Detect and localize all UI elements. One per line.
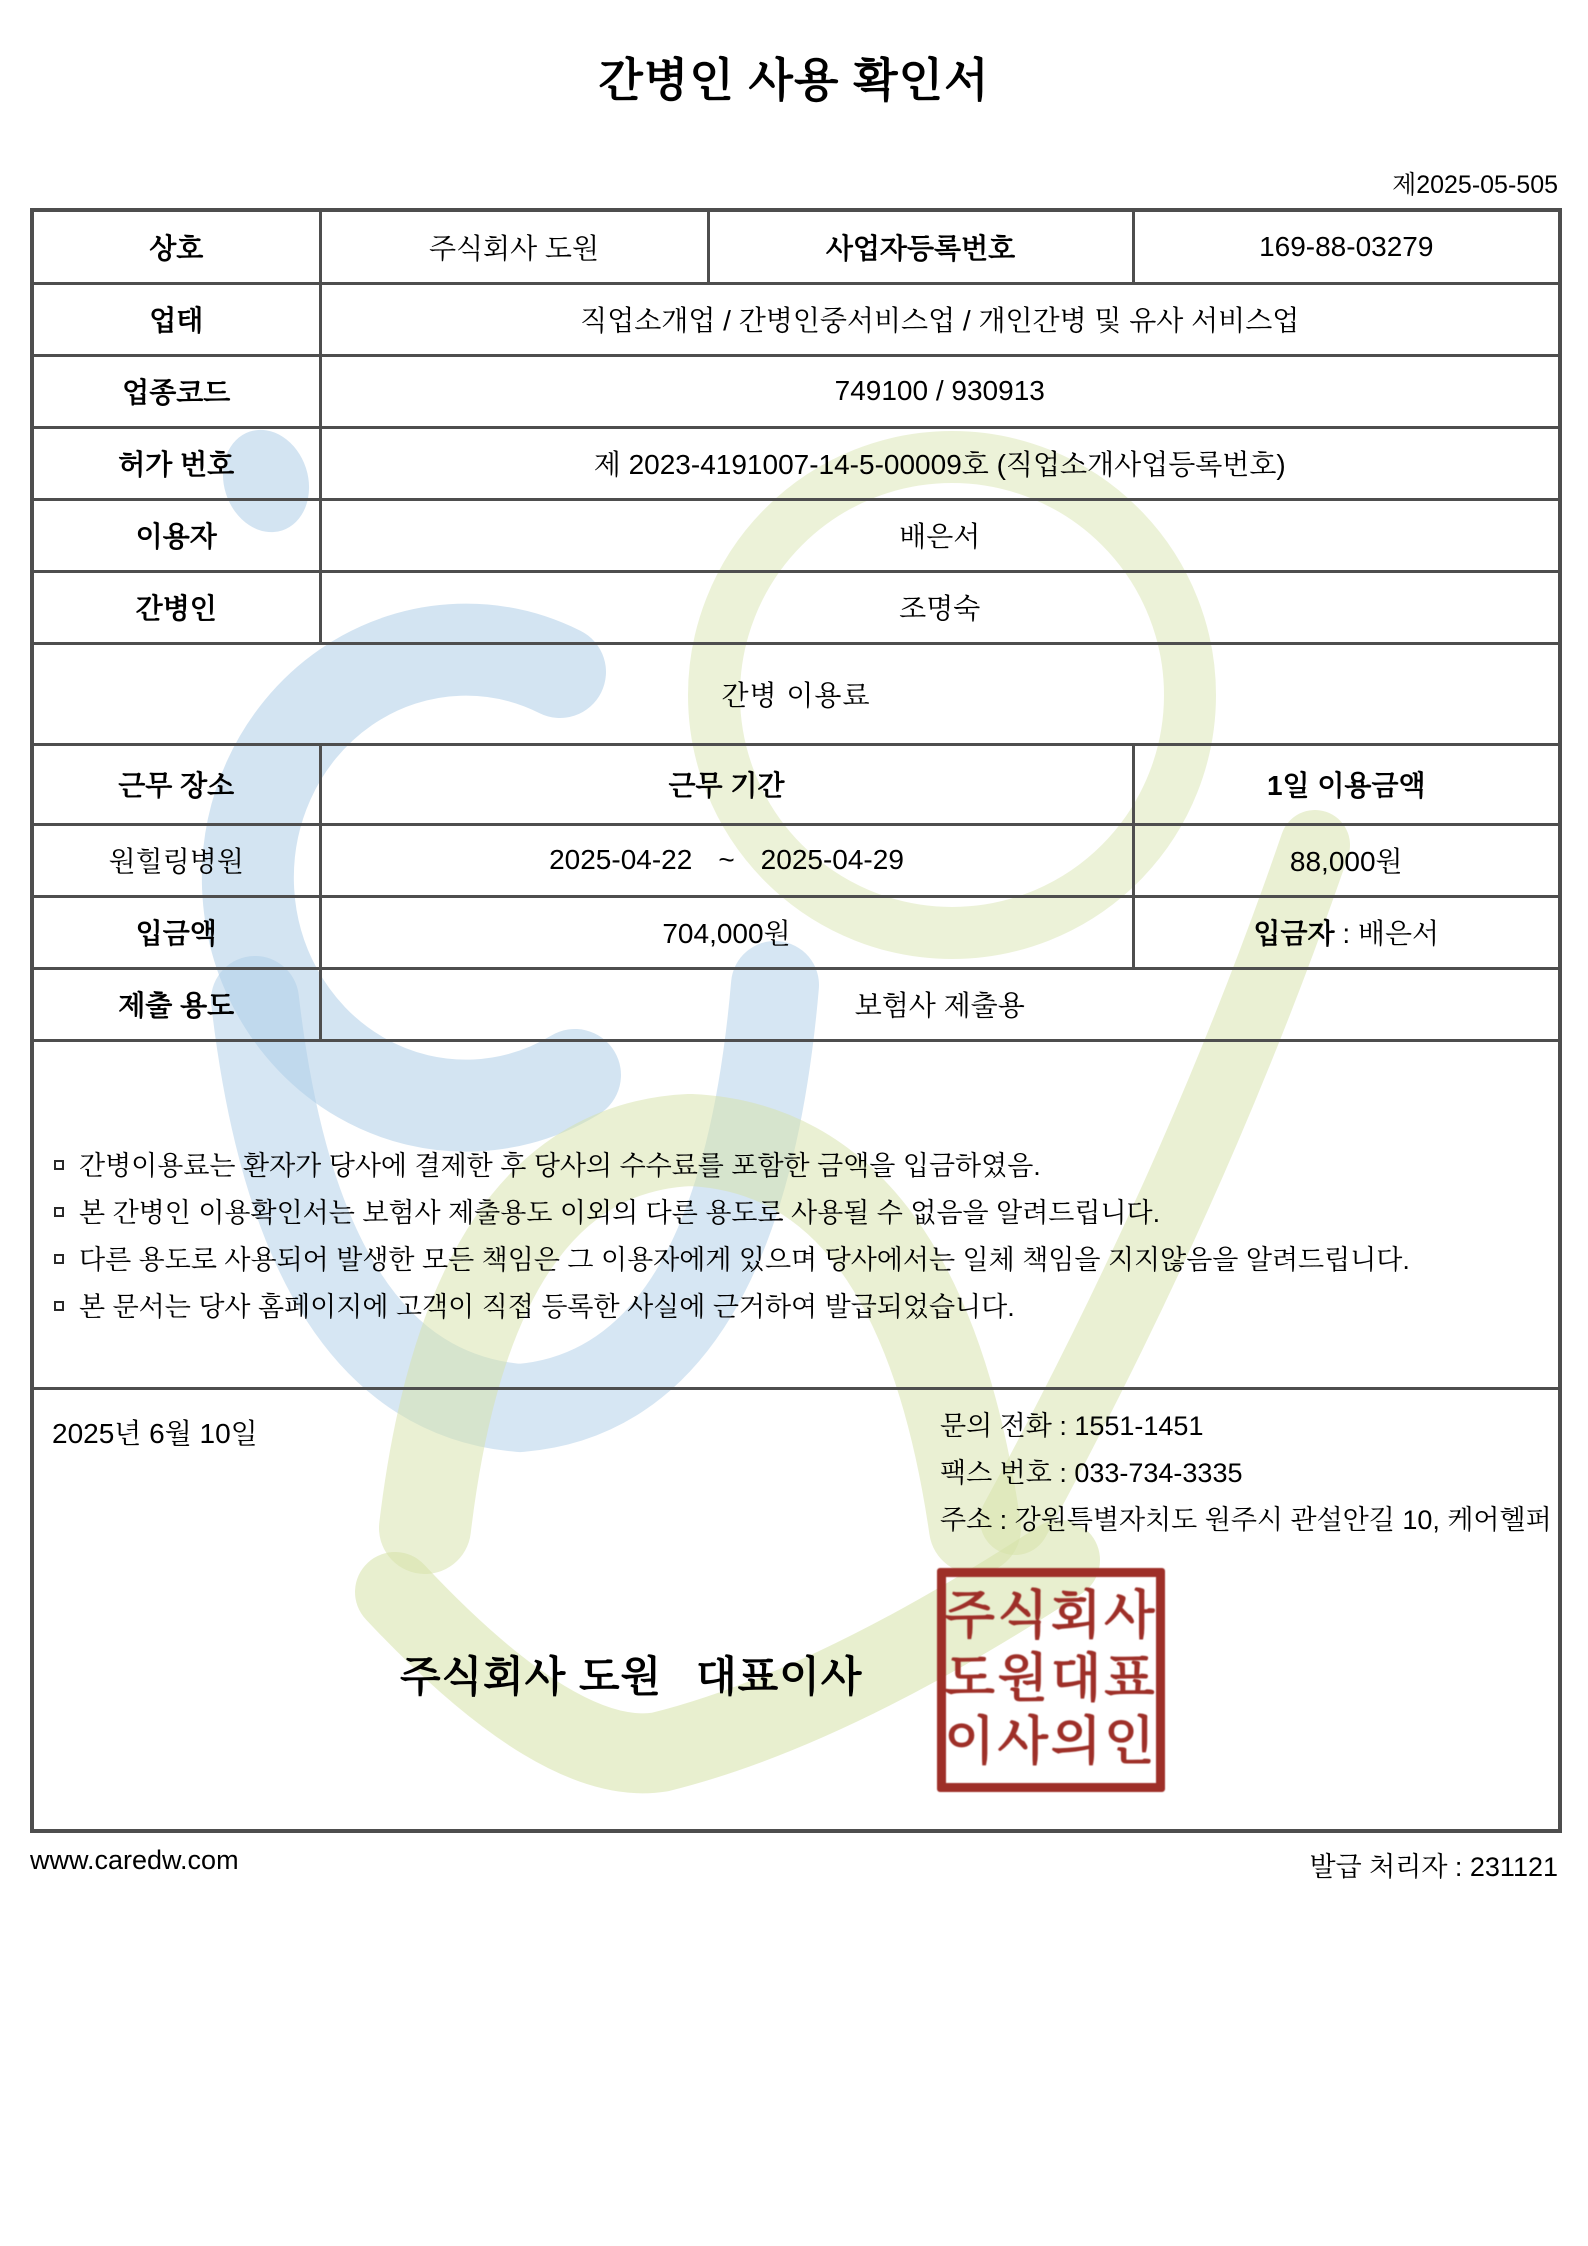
square-bullet-icon (54, 1301, 64, 1311)
contact-address: 주소 : 강원특별자치도 원주시 관설안길 10, 케어헬퍼 (940, 1504, 1552, 1535)
notes-row (32, 1040, 1560, 1388)
purpose-value: 보험사 제출용 (320, 968, 1560, 1040)
note-item (50, 1190, 1542, 1237)
ceo-title: 대표이사 (696, 1652, 863, 1700)
purpose-label: 제출 용도 (32, 968, 320, 1040)
note-item (50, 1284, 1542, 1331)
square-bullet-icon (54, 1254, 64, 1264)
table-row-user (32, 499, 1560, 571)
deposit-row (32, 896, 1560, 968)
table-row-company (32, 210, 1560, 283)
period-start: 2025-04-22 (549, 844, 693, 875)
period-separator: ~ (718, 844, 735, 875)
note-text: 간병이용료는 환자가 당사에 결제한 후 당사의 수수료를 포함한 금액을 입금하였음. (79, 1151, 1041, 1181)
signature-area (32, 1388, 1560, 1831)
caregiver-value: 조명숙 (320, 571, 1560, 643)
company-name: 주식회사 도원 (400, 1652, 663, 1700)
work-place-value: 원힐링병원 (32, 824, 320, 896)
depositor-cell (1133, 896, 1560, 968)
square-bullet-icon (54, 1160, 64, 1170)
table-row-caregiver (32, 571, 1560, 643)
contact-fax: 팩스 번호 : 033-734-3335 (940, 1457, 1243, 1488)
note-item (50, 1143, 1542, 1190)
permit-number-label: 허가 번호 (32, 427, 320, 499)
work-period-value (320, 824, 1133, 896)
permit-number-value: 제 2023-4191007-14-5-00009호 (직업소개사업등록번호) (320, 427, 1560, 499)
company-label: 상호 (32, 210, 320, 283)
deposit-label: 입금액 (32, 896, 320, 968)
period-end: 2025-04-29 (760, 844, 904, 875)
company-ceo-line (400, 1644, 862, 1704)
document-number: 제2025-05-505 (1392, 171, 1558, 199)
user-label: 이용자 (32, 499, 320, 571)
daily-fee-value: 88,000원 (1133, 824, 1560, 896)
signature-row (32, 1388, 1560, 1831)
square-bullet-icon (54, 1207, 64, 1217)
issue-date: 2025년 6월 10일 (52, 1417, 258, 1449)
deposit-amount: 704,000원 (320, 896, 1133, 968)
depositor-label: 입금자 (1253, 918, 1335, 949)
confirmation-table (30, 208, 1562, 1833)
fee-header-row (32, 744, 1560, 824)
table-row-permit-number (32, 427, 1560, 499)
note-text: 본 문서는 당사 홈페이지에 고객이 직접 등록한 사실에 근거하여 발급되었습니다. (79, 1292, 1015, 1322)
issuer-text: 발급 처리자 : 231121 (1309, 1852, 1558, 1882)
daily-fee-header: 1일 이용금액 (1133, 744, 1560, 824)
business-reg-value: 169-88-03279 (1133, 210, 1560, 283)
business-type-value: 직업소개업 / 간병인중서비스업 / 개인간병 및 유사 서비스업 (320, 283, 1560, 355)
note-text: 다른 용도로 사용되어 발생한 모든 책임은 그 이용자에게 있으며 당사에서는 일체 책임을 지지않음을 알려드립니다. (79, 1245, 1410, 1275)
notes-list (32, 1040, 1560, 1388)
caregiver-label: 간병인 (32, 571, 320, 643)
website-text: www.caredw.com (30, 1845, 239, 1875)
corporate-seal-stamp (937, 1568, 1165, 1792)
industry-code-value: 749100 / 930913 (320, 355, 1560, 427)
table-row-business-type (32, 283, 1560, 355)
contact-info (940, 1403, 1552, 1544)
fee-section-title-row (32, 643, 1560, 744)
user-value: 배은서 (320, 499, 1560, 571)
page-title: 간병인 사용 확인서 (598, 54, 990, 106)
fee-data-row (32, 824, 1560, 896)
industry-code-label: 업종코드 (32, 355, 320, 427)
work-place-header: 근무 장소 (32, 744, 320, 824)
seal-text-line: 이사의인 (944, 1713, 1158, 1771)
company-value: 주식회사 도원 (320, 210, 708, 283)
seal-text-line: 도원대표 (944, 1650, 1158, 1708)
table-row-industry-code (32, 355, 1560, 427)
work-period-header: 근무 기간 (320, 744, 1133, 824)
note-text: 본 간병인 이용확인서는 보험사 제출용도 이외의 다른 용도로 사용될 수 없음을 알려드립니다. (79, 1198, 1161, 1228)
business-reg-label: 사업자등록번호 (708, 210, 1133, 283)
page-footer (30, 1845, 1558, 1884)
seal-text-line: 주식회사 (944, 1587, 1158, 1645)
purpose-row (32, 968, 1560, 1040)
contact-phone: 문의 전화 : 1551-1451 (940, 1410, 1204, 1441)
business-type-label: 업태 (32, 283, 320, 355)
fee-section-title: 간병 이용료 (32, 643, 1560, 744)
depositor-value: : 배은서 (1334, 918, 1440, 949)
note-item (50, 1237, 1542, 1284)
